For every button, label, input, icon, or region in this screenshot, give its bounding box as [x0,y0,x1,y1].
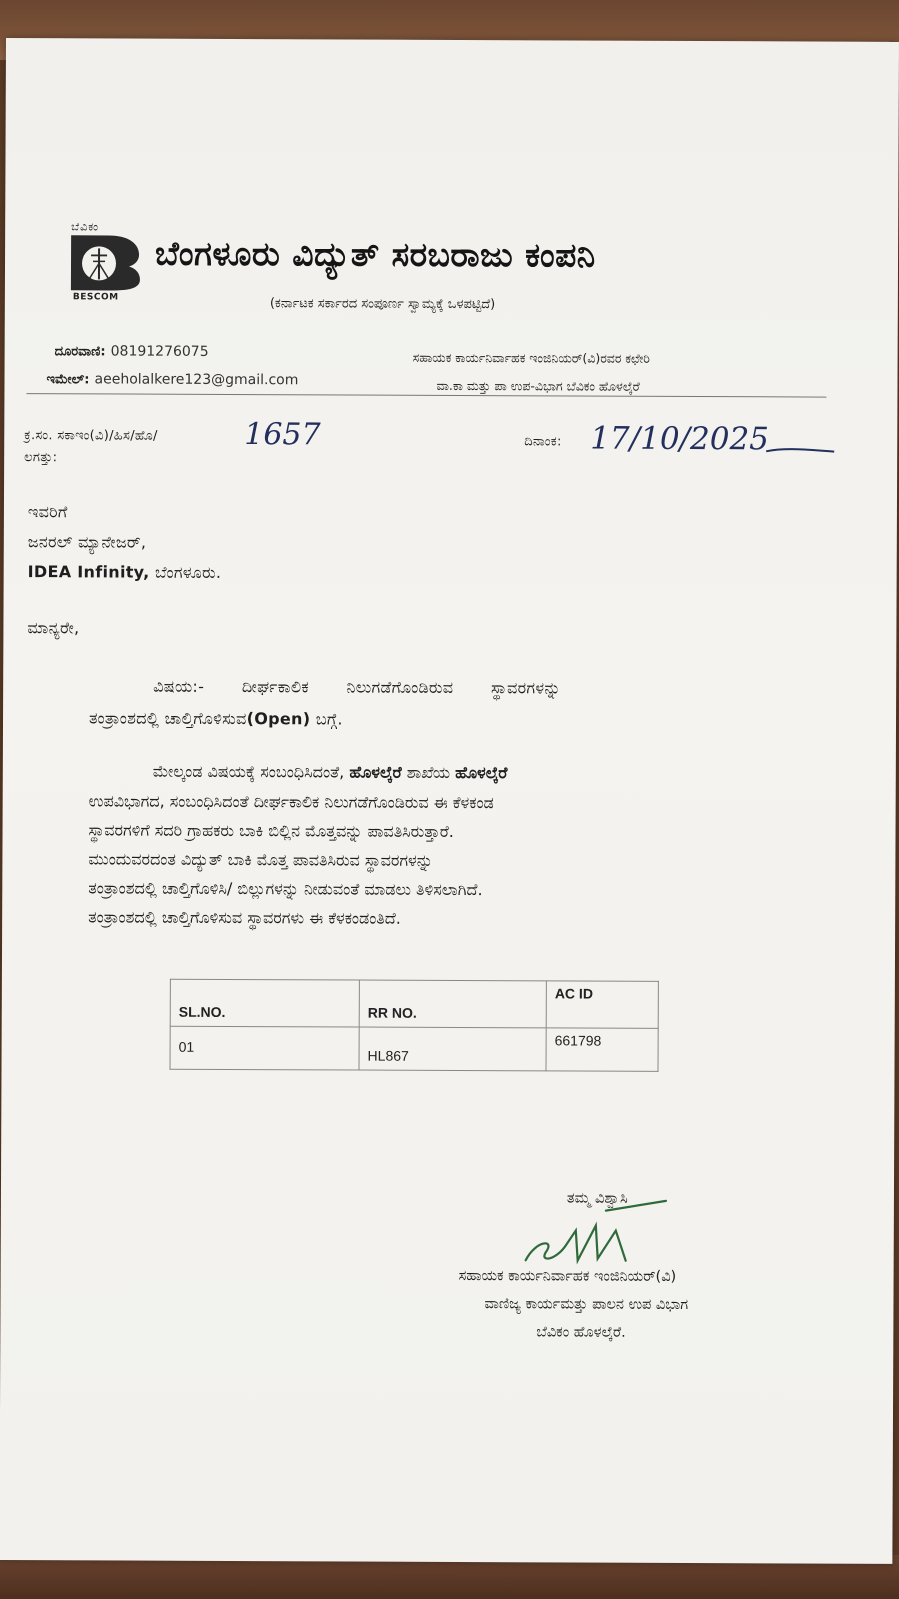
email-row [46,368,298,388]
designation-line-2: ವಾಣಿಜ್ಯ ಕಾರ್ಯಮತ್ತು ಪಾಲನ ಉಪ ವಿಭಾಗ [484,1296,689,1313]
addressee-company: IDEA Infinity, [27,562,150,582]
company-name: ಬೆಂಗಳೂರು ವಿದ್ಯುತ್ ಸರಬರಾಜು ಕಂಪನಿ [154,233,596,275]
account-table [169,979,658,1072]
reference-number: 1657 [244,417,321,453]
body-line-1-part-a: ಮೇಲ್ಕಂಡ ವಿಷಯಕ್ಕೆ ಸಂಬಂಧಿಸಿದಂತೆ, [152,761,350,782]
subject-text: ತಂತ್ರಾಂಶದಲ್ಲಿ ಚಾಲ್ತಿಗೊಳಿಸುವ [88,708,247,729]
designation-line-1: ಸಹಾಯಕ ಕಾರ್ಯನಿರ್ವಾಹಕ ಇಂಜಿನಿಯರ್(ವಿ) [458,1267,677,1285]
phone-row [55,340,209,360]
reference-label: ಕ್ರ.ಸಂ. ಸಕಾಇಂ(ವಿ)/ಹಿಸ/ಹೊ/ [24,428,158,444]
body-line-3: ಸ್ಥಾವರಗಳಿಗೆ ಸದರಿ ಗ್ರಾಹಕರು ಬಾಕಿ ಬಿಲ್ಲಿನ ಮೊತ್ತವನ್ನು ಪಾವತಿಸಿರುತ್ತಾರೆ. [88,820,454,841]
cell-sl-no: 01 [170,1026,359,1070]
header-sl-no: SL.NO. [170,979,359,1027]
logo-top-text: ಬೆವಿಕಂ [71,220,100,234]
designation-line-3: ಬೆವಿಕಂ ಹೊಳಲ್ಕೆರೆ. [536,1324,626,1341]
phone-value: 08191276075 [110,343,209,360]
header-rr-no: RR NO. [359,980,546,1028]
office-line-2: ವಾ.ಕಾ ಮತ್ತು ಪಾ ಉಪ-ವಿಭಾಗ ಬೆವಿಕಂ ಹೊಳಲ್ಕೆರೆ [436,377,640,394]
body-line-5: ತಂತ್ರಾಂಶದಲ್ಲಿ ಚಾಲ್ತಿಗೊಳಿಸಿ/ ಬಿಲ್ಲುಗಳನ್ನು ನೀಡುವಂತೆ ಮಾಡಲು ತಿಳಿಸಲಾಗಿದೆ. [88,878,483,900]
body-line-1-part-c: ಶಾಖೆಯ [401,762,456,782]
bescom-logo-icon [69,233,141,291]
subject-line-1: ವಿಷಯ:- ದೀರ್ಘಕಾಲಿಕ ನಿಲುಗಡೆಗೊಂಡಿರುವ ಸ್ಥಾವರಗಳನ್ನು [153,676,561,698]
company-subtitle: (ಕರ್ನಾಟಕ ಸರ್ಕಾರದ ಸಂಪೂರ್ಣ ಸ್ವಾಮ್ಯಕ್ಕೆ ಒಳಪಟ್ಟಿದೆ) [269,296,496,313]
addressee-line-1: ಇವರಿಗೆ [27,502,68,522]
subject-open-tag: (Open) [246,709,311,729]
cell-ac-id: 661798 [546,1028,658,1071]
phone-label: ದೂರವಾಣಿ: [54,344,106,360]
addressee-city: ಬೆಂಗಳೂರು. [149,562,222,582]
handwritten-signature-icon [516,1190,676,1276]
salutation: ಮಾನ್ಯರೇ, [27,618,80,638]
body-line-2: ಉಪವಿಭಾಗದ, ಸಂಬಂಧಿಸಿದಂತೆ ದೀರ್ಘಕಾಲಿಕ ನಿಲುಗಡೆಗೊಂಡಿರುವ ಈ ಕೆಳಕಂಡ [88,791,494,813]
body-place-2: ಹೊಳಲ್ಕೆರೆ [455,762,508,783]
body-line-4: ಮುಂದುವರದಂತ ವಿದ್ಯುತ್ ಬಾಕಿ ಮೊತ್ತ ಪಾವತಿಸಿರುವ ಸ್ಥಾವರಗಳನ್ನು [88,849,433,870]
enclosure-label: ಲಗತ್ತು: [24,450,58,466]
closing-text: ತಮ್ಮ ವಿಶ್ವಾಸಿ [566,1190,628,1207]
date-label: ದಿನಾಂಕ: [524,434,562,450]
header-divider [26,393,826,397]
subject-end: ಬಗ್ಗೆ. [310,709,343,729]
letter-paper [0,38,899,1564]
email-value: aeeholalkere123@gmail.com [94,371,299,389]
logo-bottom-text: BESCOM [72,292,119,303]
cell-rr-no: HL867 [359,1027,546,1071]
addressee-line-3 [28,562,222,583]
date-value: 17/10/2025 [590,420,770,458]
subject-line-2 [89,708,343,729]
body-place-1: ಹೊಳಲ್ಕೆರೆ [349,762,402,782]
addressee-line-2: ಜನರಲ್ ಮ್ಯಾನೇಜರ್, [27,532,147,552]
table-row [170,1026,658,1071]
date-underline-stroke [764,443,836,457]
header-ac-id: AC ID [546,981,658,1028]
table-header-row [170,979,658,1028]
office-line-1: ಸಹಾಯಕ ಕಾರ್ಯನಿರ್ವಾಹಕ ಇಂಜಿನಿಯರ್(ವಿ)ರವರ ಕಛೇರಿ [412,349,650,366]
email-label: ಇಮೇಲ್: [46,372,90,388]
body-line-6: ತಂತ್ರಾಂಶದಲ್ಲಿ ಚಾಲ್ತಿಗೊಳಿಸುವ ಸ್ಥಾವರಗಳು ಈ ಕೆಳಕಂಡಂತಿದೆ. [88,907,401,928]
body-line-1 [153,757,803,789]
